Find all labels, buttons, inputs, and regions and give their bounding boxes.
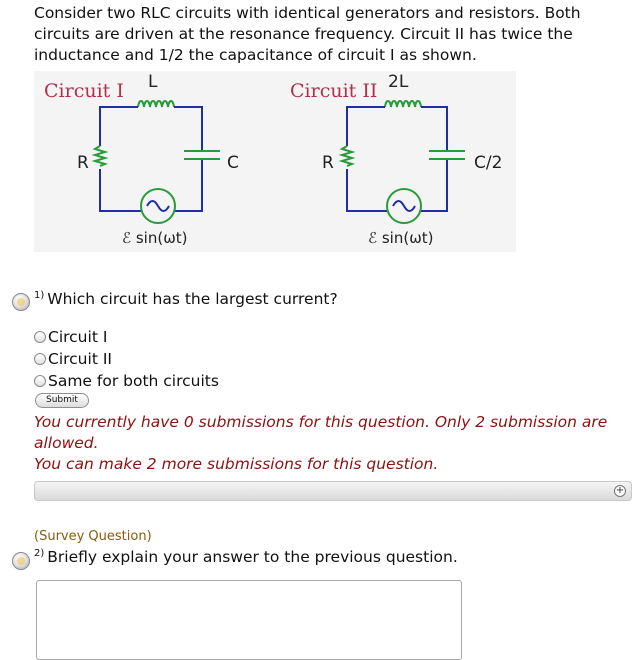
- submit-button[interactable]: Submit: [35, 393, 89, 408]
- option-same-label: Same for both circuits: [48, 372, 219, 390]
- circuit-2: [290, 72, 502, 247]
- radio-same[interactable]: [34, 375, 46, 387]
- intro-line-3: inductance and 1/2 the capacitance of circuit I as shown.: [34, 46, 477, 64]
- circuit-1: [44, 72, 239, 247]
- question-2-number: 2): [34, 548, 45, 559]
- circuit-diagram: [34, 71, 516, 252]
- answer-textarea[interactable]: [36, 580, 462, 660]
- question-1-text: Which circuit has the largest current?: [47, 290, 338, 308]
- circuit-1-resistor-label: R: [77, 153, 89, 173]
- intro-line-1: Consider two RLC circuits with identical generators and resistors. Both: [34, 4, 581, 22]
- circuit-2-inductor-label: 2L: [388, 72, 409, 92]
- radio-circuit-2[interactable]: [34, 353, 46, 365]
- answer-options: [34, 326, 219, 392]
- submission-notice-line-2: allowed.: [34, 434, 99, 452]
- intro-line-2: circuits are driven at the resonance frequency. Circuit II has twice the: [34, 25, 573, 43]
- option-circuit-2[interactable]: [34, 348, 219, 370]
- circuit-1-inductor: [138, 101, 174, 107]
- submission-notice-line-1: You currently have 0 submissions for this question. Only 2 submission are: [34, 413, 608, 431]
- question-2-text: Briefly explain your answer to the previous question.: [47, 548, 458, 566]
- plus-circle-icon[interactable]: +: [615, 485, 625, 496]
- option-same[interactable]: [34, 370, 219, 392]
- circuit-1-title: Circuit I: [44, 80, 124, 102]
- feedback-bar[interactable]: [34, 481, 632, 501]
- circuit-2-resistor: [342, 146, 352, 166]
- circuit-2-source-label: ℰ sin(ωt): [368, 229, 434, 247]
- option-circuit-1-label: Circuit I: [48, 328, 108, 346]
- circuit-1-source-label: ℰ sin(ωt): [122, 229, 188, 247]
- circuit-1-inductor-label: L: [148, 72, 158, 92]
- question-2-icon: [12, 552, 30, 570]
- circuit-2-inductor: [385, 101, 421, 107]
- remaining-submissions: You can make 2 more submissions for this question.: [34, 455, 439, 473]
- survey-label: (Survey Question): [34, 529, 152, 544]
- question-1: [34, 290, 338, 308]
- radio-circuit-1[interactable]: [34, 331, 46, 343]
- question-1-number: 1): [34, 290, 45, 301]
- question-1-icon: [12, 293, 30, 311]
- circuit-1-resistor: [95, 146, 105, 166]
- option-circuit-1[interactable]: [34, 326, 219, 348]
- circuit-2-resistor-label: R: [322, 153, 334, 173]
- question-2: [34, 548, 458, 566]
- circuit-1-capacitor-label: C: [227, 153, 239, 173]
- option-circuit-2-label: Circuit II: [48, 350, 112, 368]
- circuit-2-title: Circuit II: [290, 80, 378, 102]
- submission-notice: [34, 412, 630, 454]
- problem-statement: [34, 3, 634, 66]
- circuit-2-capacitor-label: C/2: [474, 153, 503, 173]
